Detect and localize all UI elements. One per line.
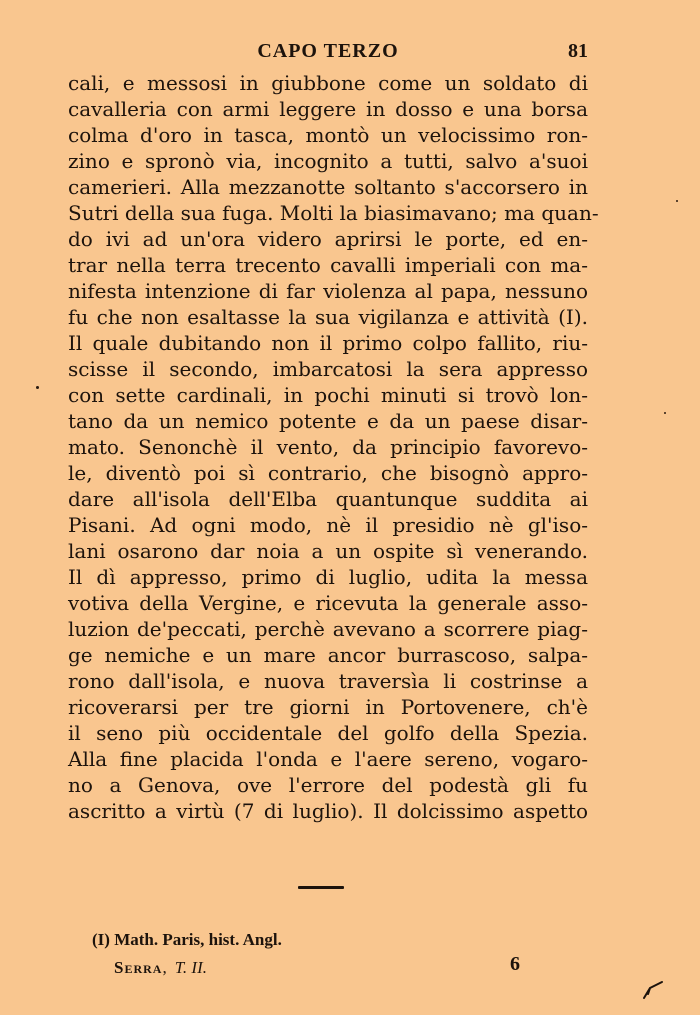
ink-speck <box>664 412 666 414</box>
text-line: il seno più occidentale del golfo della Spezia. <box>68 721 588 745</box>
ink-speck <box>676 200 678 202</box>
text-line: ascritto a virtù (7 di luglio). Il dolcissimo aspetto <box>68 799 588 823</box>
text-line: dare all'isola dell'Elba quantunque suddita ai <box>68 487 588 511</box>
ink-speck <box>36 386 39 389</box>
printer-signature <box>114 956 207 980</box>
text-line: Alla fine placida l'onda e l'aere sereno, vogaro- <box>68 747 588 771</box>
footnote-rule <box>298 886 344 889</box>
text-line: lani osarono dar noia a un ospite sì venerando. <box>68 539 588 563</box>
text-line: rono dall'isola, e nuova traversìa li costrinse a <box>68 669 588 693</box>
footnote: (I) Math. Paris, hist. Angl. <box>92 930 282 949</box>
text-line: mato. Senonchè il vento, da principio favorevo- <box>68 435 588 459</box>
text-line: nifesta intenzione di far violenza al papa, nessuno <box>68 279 588 303</box>
signature-name: Serra <box>114 958 163 977</box>
text-line: Sutri della sua fuga. Molti la biasimavano; ma quan- <box>68 201 599 225</box>
running-title: CAPO TERZO <box>257 40 399 62</box>
text-line: no a Genova, ove l'errore del podestà gli fu <box>68 773 588 797</box>
pen-mark-icon <box>640 980 664 1000</box>
text-line: Il quale dubitando non il primo colpo fallito, riu- <box>68 331 588 355</box>
signature-separator: , <box>162 958 167 977</box>
text-line: colma d'oro in tasca, montò un velocissimo ron- <box>68 123 588 147</box>
text-line: tano da un nemico potente e da un paese disar- <box>68 409 588 433</box>
signature-mark: 6 <box>510 953 520 975</box>
text-line: luzion de'peccati, perchè avevano a scorrere piag- <box>68 617 588 641</box>
text-line: Il dì appresso, primo di luglio, udita la messa <box>68 565 588 589</box>
running-head <box>68 40 588 66</box>
text-line: cali, e messosi in giubbone come un soldato di <box>68 71 588 95</box>
text-line: trar nella terra trecento cavalli imperiali con ma- <box>68 253 588 277</box>
text-line: ricoverarsi per tre giorni in Portovenere, ch'è <box>68 695 588 719</box>
text-line: ge nemiche e un mare ancor burrascoso, salpa- <box>68 643 588 667</box>
text-line: Pisani. Ad ogni modo, nè il presidio nè gl'iso- <box>68 513 588 537</box>
text-line: con sette cardinali, in pochi minuti si trovò lon- <box>68 383 588 407</box>
page-number: 81 <box>568 40 588 62</box>
text-line: votiva della Vergine, e ricevuta la generale asso- <box>68 591 588 615</box>
text-line: le, diventò poi sì contrario, che bisognò appro- <box>68 461 588 485</box>
text-line: do ivi ad un'ora videro aprirsi le porte, ed en- <box>68 227 588 251</box>
signature-volume: T. II. <box>174 958 207 977</box>
text-line: camerieri. Alla mezzanotte soltanto s'accorsero in <box>68 175 588 199</box>
text-line: fu che non esaltasse la sua vigilanza e attività (I). <box>68 305 588 329</box>
text-line: scisse il secondo, imbarcatosi la sera appresso <box>68 357 588 381</box>
body-text <box>68 70 599 824</box>
text-line: zino e spronò via, incognito a tutti, salvo a'suoi <box>68 149 588 173</box>
text-line: cavalleria con armi leggere in dosso e una borsa <box>68 97 588 121</box>
